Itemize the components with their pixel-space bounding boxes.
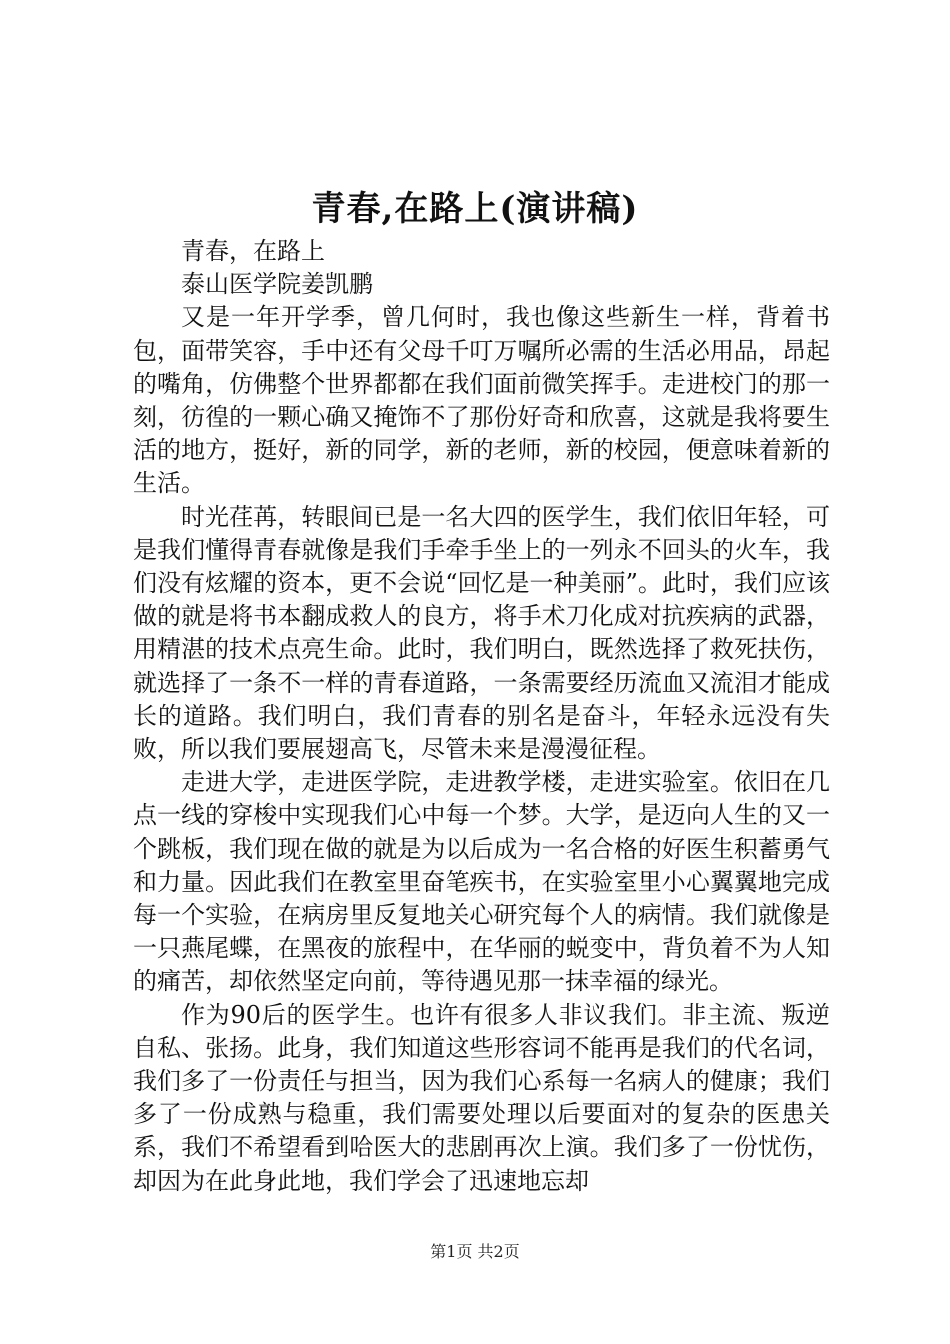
document-title: 青春,在路上(演讲稿) xyxy=(311,189,639,229)
speech-heading-line: 青春，在路上 xyxy=(181,237,325,265)
author-line: 泰山医学院姜凯鹏 xyxy=(181,270,373,299)
page-number-footer: 第1页 共2页 xyxy=(430,1242,520,1261)
paragraph-3: 走进大学，走进医学院，走进教学楼，走进实验室。依旧在几点一线的穿梭中实现我们心中每一个梦。大学，是迈向人生的又一个跳板，我们现在做的就是为以后成为一名合格的好医生积蓄勇气和力量。因此我们在教室里奋笔疾书，在实验室里小心翼翼地完成每一个实验，在病房里反复地关心研究每个人的病情。我们就像是一只燕尾蝶，在黑夜的旅程中，在华丽的蜕变中，背负着不为人知的痛苦，却依然坚定向前，等待遇见那一抹幸福的绿光。 xyxy=(133,768,830,996)
paragraph-2: 时光荏苒，转眼间已是一名大四的医学生，我们依旧年轻，可是我们懂得青春就像是我们手牵手坐上的一列永不回头的火车，我们没有炫耀的资本，更不会说“回忆是一种美丽”。此时，我们应该做的就是将书本翻成救人的良方，将手术刀化成对抗疾病的武器，用精湛的技术点亮生命。此时，我们明白，既然选择了救死扶伤，就选择了一条不一样的青春道路，一条需要经历流血又流泪才能成长的道路。我们明白，我们青春的别名是奋斗，年轻永远没有失败，所以我们要展翅高飞，尽管未来是漫漫征程。 xyxy=(133,502,830,764)
paragraph-4: 作为90后的医学生。也许有很多人非议我们。非主流、叛逆自私、张扬。此身，我们知道这些形容词不能再是我们的代名词，我们多了一份责任与担当，因为我们心系每一名病人的健康；我们多了一份成熟与稳重，我们需要处理以后要面对的复杂的医患关系，我们不希望看到哈医大的悲剧再次上演。我们多了一份忧伤，却因为在此身此地，我们学会了迅速地忘却 xyxy=(133,1000,830,1195)
document-body xyxy=(133,235,830,1198)
paragraph-1: 又是一年开学季，曾几何时，我也像这些新生一样，背着书包，面带笑容，手中还有父母千叮万嘱所必需的生活必用品，昂起的嘴角，仿佛整个世界都都在我们面前微笑挥手。走进校门的那一刻，彷徨的一颗心确又掩饰不了那份好奇和欣喜，这就是我将要生活的地方，挺好，新的同学，新的老师，新的校园，便意味着新的生活。 xyxy=(133,303,830,498)
